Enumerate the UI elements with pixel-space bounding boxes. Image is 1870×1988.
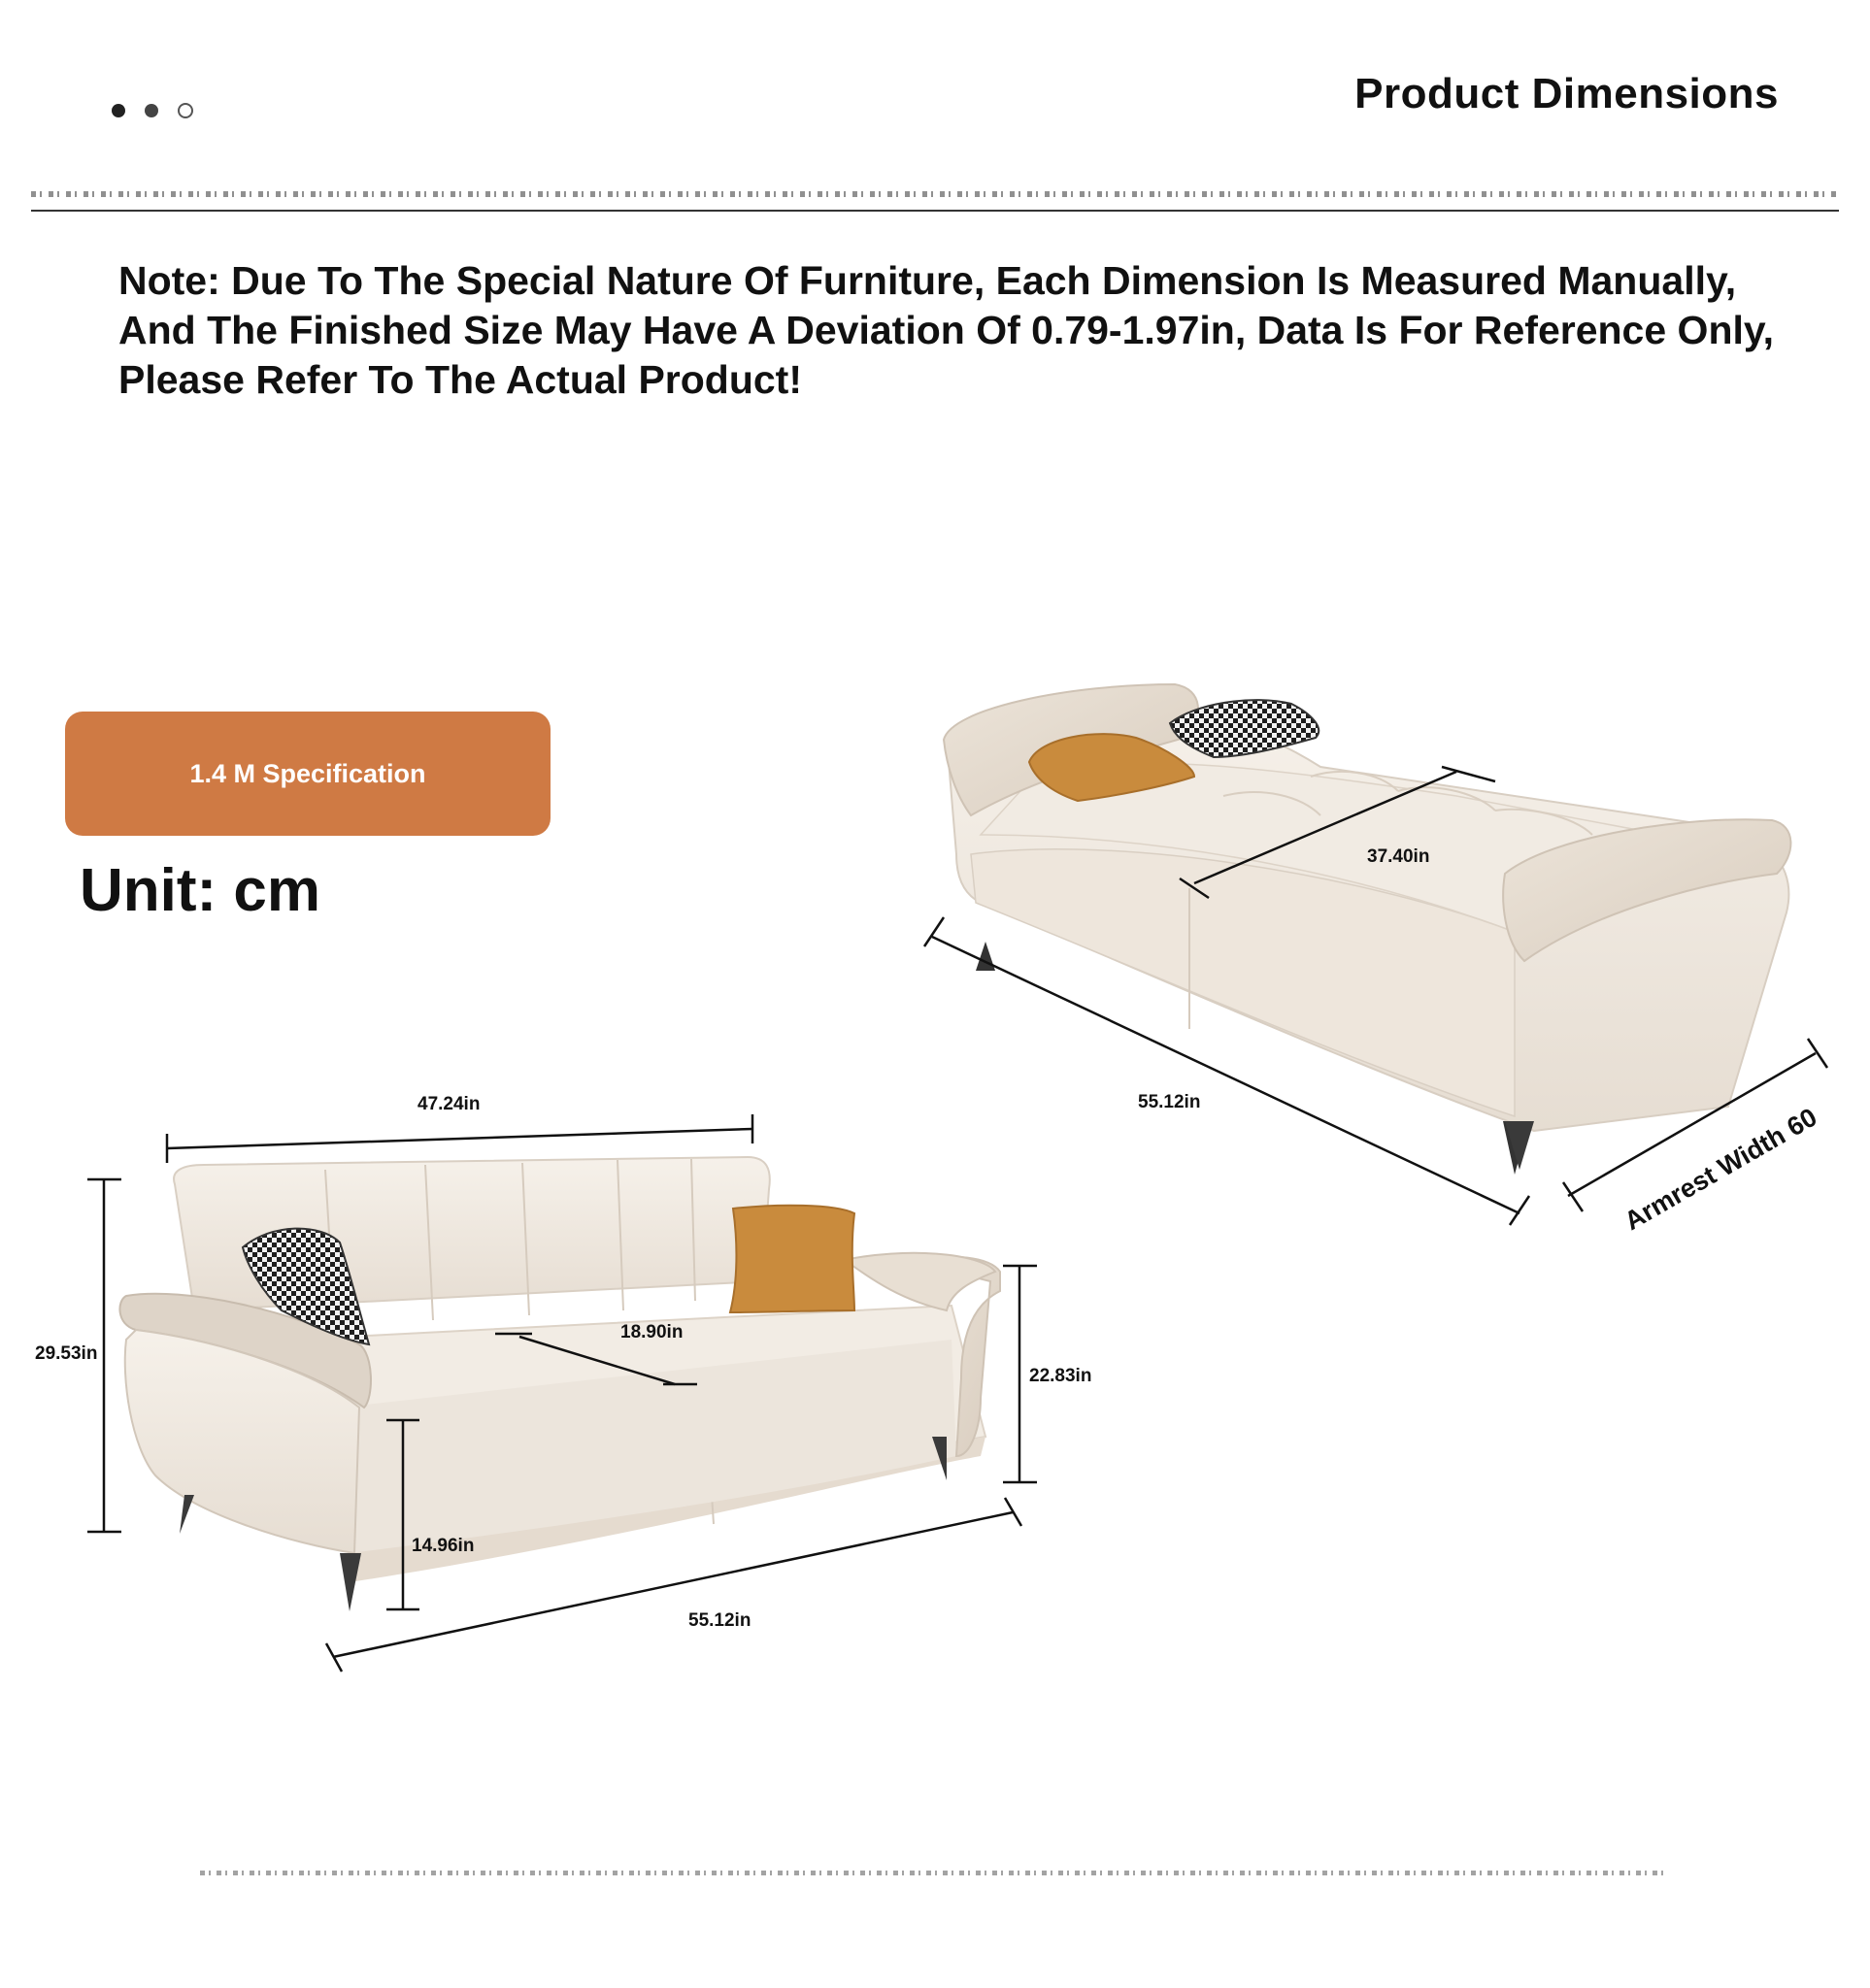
seat-depth-label: 18.90in	[620, 1322, 684, 1342]
seat-height-label: 14.96in	[412, 1536, 475, 1556]
sofa-bed-illustration	[944, 684, 1790, 1175]
specification-button-label: 1.4 M Specification	[189, 758, 426, 788]
dimension-line	[167, 1129, 752, 1148]
bed-length-label: 55.12in	[1138, 1092, 1201, 1112]
decorative-dotted-band	[200, 1871, 1668, 1875]
bed-width-label: 37.40in	[1367, 846, 1430, 867]
back-width-label: 47.24in	[417, 1094, 481, 1114]
page-title: Product Dimensions	[1354, 70, 1779, 117]
sofa-length-label: 55.12in	[688, 1610, 751, 1631]
deviation-note: Note: Due To The Special Nature Of Furniture, Each Dimension Is Measured Manually, And The Finished Size May Have A Deviation Of 0.79-1.97in, Data Is For Reference Only, Please Refer To The Actual Product!	[118, 258, 1775, 402]
armrest-width-label: Armrest Width 60	[1620, 1102, 1822, 1237]
arm-height-label: 22.83in	[1029, 1366, 1092, 1386]
unit-label: Unit: cm	[80, 857, 320, 924]
total-height-label: 29.53in	[35, 1343, 98, 1364]
